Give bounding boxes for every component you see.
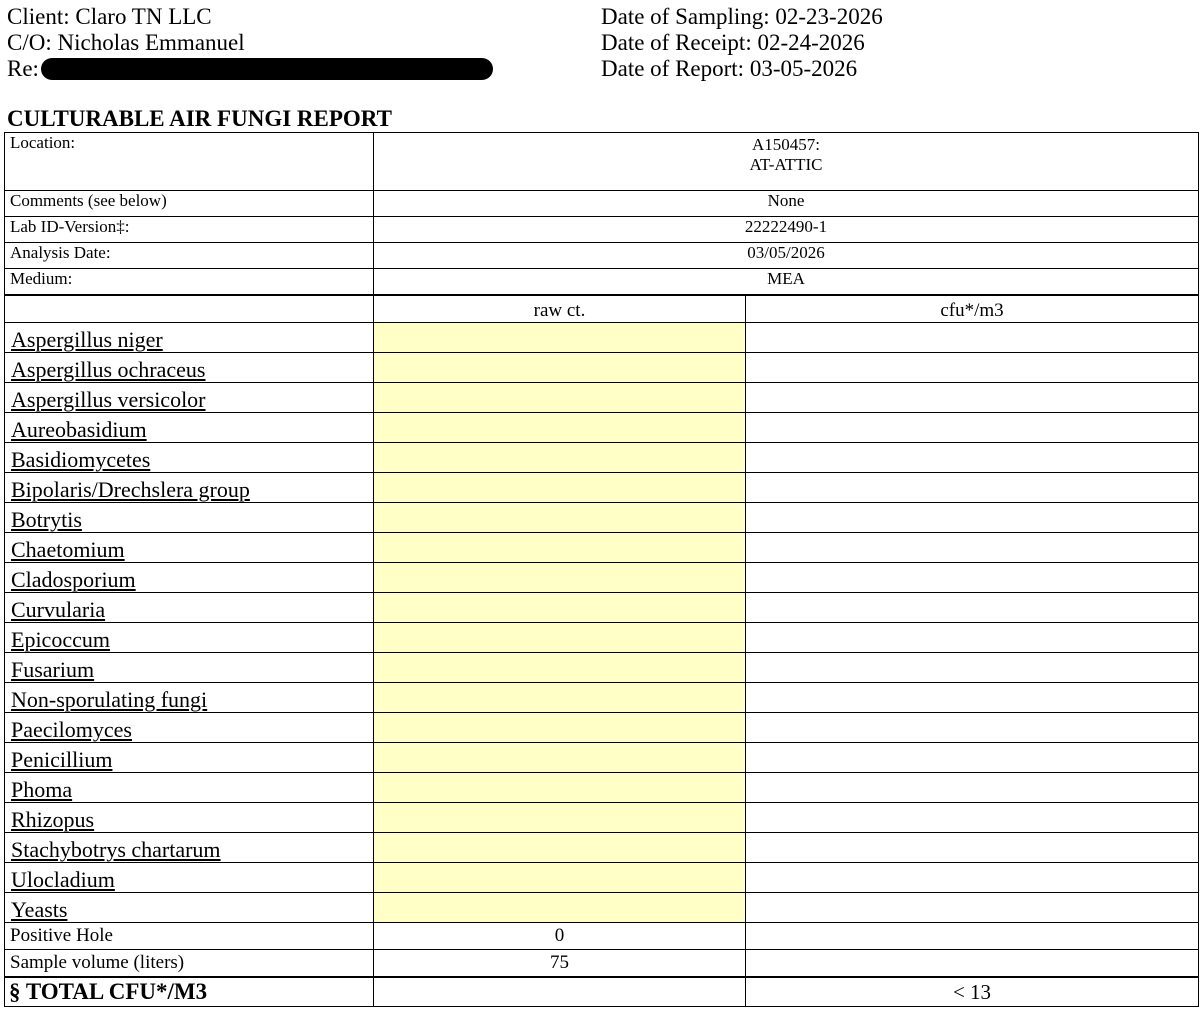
species-cfu [746, 803, 1199, 833]
species-row [5, 623, 1199, 653]
species-cfu [746, 443, 1199, 473]
species-row [5, 383, 1199, 413]
species-name: Aspergillus versicolor [5, 383, 374, 413]
lab-id-value: 22222490-1 [374, 217, 1199, 243]
species-raw-count [374, 323, 746, 353]
species-cfu [746, 893, 1199, 923]
species-cfu [746, 713, 1199, 743]
re-label: Re: [7, 56, 39, 81]
positive-hole-row [5, 923, 1199, 950]
positive-hole-raw: 0 [374, 923, 746, 950]
species-cfu [746, 863, 1199, 893]
species-cfu [746, 473, 1199, 503]
date-of-report: Date of Report: 03-05-2026 [601, 56, 858, 81]
species-cfu [746, 383, 1199, 413]
species-name: Chaetomium [5, 533, 374, 563]
lab-id-label: Lab ID-Version‡: [5, 217, 374, 243]
species-row [5, 743, 1199, 773]
total-cfu: < 13 [746, 977, 1199, 1007]
species-raw-count [374, 653, 746, 683]
medium-row [5, 269, 1199, 296]
total-raw [374, 977, 746, 1007]
species-row [5, 833, 1199, 863]
comments-value: None [374, 191, 1199, 217]
comments-row [5, 191, 1199, 217]
species-raw-count [374, 563, 746, 593]
species-rows [5, 323, 1199, 923]
species-raw-count [374, 503, 746, 533]
species-name: Paecilomyces [5, 713, 374, 743]
column-header-blank [5, 295, 374, 323]
species-name: Fusarium [5, 653, 374, 683]
species-row [5, 533, 1199, 563]
species-row [5, 893, 1199, 923]
species-raw-count [374, 743, 746, 773]
species-name: Cladosporium [5, 563, 374, 593]
species-name: Rhizopus [5, 803, 374, 833]
client-info [7, 4, 493, 82]
sample-volume-raw: 75 [374, 950, 746, 978]
species-cfu [746, 683, 1199, 713]
analysis-date-label: Analysis Date: [5, 243, 374, 269]
care-of: C/O: Nicholas Emmanuel [7, 30, 245, 55]
client-name: Client: Claro TN LLC [7, 4, 212, 29]
redaction-bar [41, 58, 493, 80]
species-row [5, 863, 1199, 893]
species-raw-count [374, 533, 746, 563]
date-of-receipt: Date of Receipt: 02-24-2026 [601, 30, 865, 55]
species-row [5, 563, 1199, 593]
lab-id-row [5, 217, 1199, 243]
species-name: Epicoccum [5, 623, 374, 653]
species-row [5, 413, 1199, 443]
analysis-date-row [5, 243, 1199, 269]
species-row [5, 683, 1199, 713]
comments-label: Comments (see below) [5, 191, 374, 217]
species-name: Aureobasidium [5, 413, 374, 443]
species-raw-count [374, 353, 746, 383]
species-raw-count [374, 803, 746, 833]
species-name: Yeasts [5, 893, 374, 923]
column-header-row [5, 295, 1199, 323]
species-cfu [746, 503, 1199, 533]
report-dates [601, 4, 883, 82]
positive-hole-label: Positive Hole [5, 923, 374, 950]
species-cfu [746, 533, 1199, 563]
species-name: Basidiomycetes [5, 443, 374, 473]
column-header-cfu: cfu*/m3 [746, 295, 1199, 323]
species-cfu [746, 353, 1199, 383]
species-raw-count [374, 443, 746, 473]
species-row [5, 503, 1199, 533]
species-row [5, 593, 1199, 623]
sample-volume-label: Sample volume (liters) [5, 950, 374, 978]
species-raw-count [374, 773, 746, 803]
location-line-1: A150457: [752, 135, 820, 154]
species-row [5, 443, 1199, 473]
sample-volume-row [5, 950, 1199, 978]
species-name: Penicillium [5, 743, 374, 773]
species-cfu [746, 773, 1199, 803]
species-cfu [746, 653, 1199, 683]
species-raw-count [374, 683, 746, 713]
sample-volume-cfu [746, 950, 1199, 978]
species-name: Curvularia [5, 593, 374, 623]
species-row [5, 803, 1199, 833]
species-cfu [746, 743, 1199, 773]
total-row [5, 977, 1199, 1007]
column-header-raw: raw ct. [374, 295, 746, 323]
species-raw-count [374, 593, 746, 623]
species-name: Non-sporulating fungi [5, 683, 374, 713]
positive-hole-cfu [746, 923, 1199, 950]
location-line-2: AT-ATTIC [749, 155, 823, 174]
location-label: Location: [5, 133, 374, 191]
species-cfu [746, 593, 1199, 623]
species-row [5, 323, 1199, 353]
species-raw-count [374, 893, 746, 923]
re-line [7, 56, 493, 82]
species-cfu [746, 833, 1199, 863]
date-of-sampling: Date of Sampling: 02-23-2026 [601, 4, 883, 29]
species-row [5, 653, 1199, 683]
species-cfu [746, 623, 1199, 653]
species-row [5, 773, 1199, 803]
report-title: CULTURABLE AIR FUNGI REPORT [7, 106, 392, 131]
species-name: Botrytis [5, 503, 374, 533]
species-name: Phoma [5, 773, 374, 803]
species-name: Aspergillus ochraceus [5, 353, 374, 383]
species-cfu [746, 413, 1199, 443]
species-cfu [746, 563, 1199, 593]
species-name: Stachybotrys chartarum [5, 833, 374, 863]
analysis-date-value: 03/05/2026 [374, 243, 1199, 269]
species-cfu [746, 323, 1199, 353]
species-raw-count [374, 473, 746, 503]
species-raw-count [374, 713, 746, 743]
species-name: Aspergillus niger [5, 323, 374, 353]
species-name: Ulocladium [5, 863, 374, 893]
species-row [5, 713, 1199, 743]
species-raw-count [374, 863, 746, 893]
medium-label: Medium: [5, 269, 374, 296]
species-raw-count [374, 383, 746, 413]
species-row [5, 473, 1199, 503]
species-row [5, 353, 1199, 383]
total-label: § TOTAL CFU*/M3 [5, 977, 374, 1007]
species-raw-count [374, 833, 746, 863]
medium-value: MEA [374, 269, 1199, 296]
species-raw-count [374, 623, 746, 653]
fungi-report-table [4, 132, 1199, 1007]
species-name: Bipolaris/Drechslera group [5, 473, 374, 503]
location-value [374, 133, 1199, 191]
location-row [5, 133, 1199, 191]
species-raw-count [374, 413, 746, 443]
